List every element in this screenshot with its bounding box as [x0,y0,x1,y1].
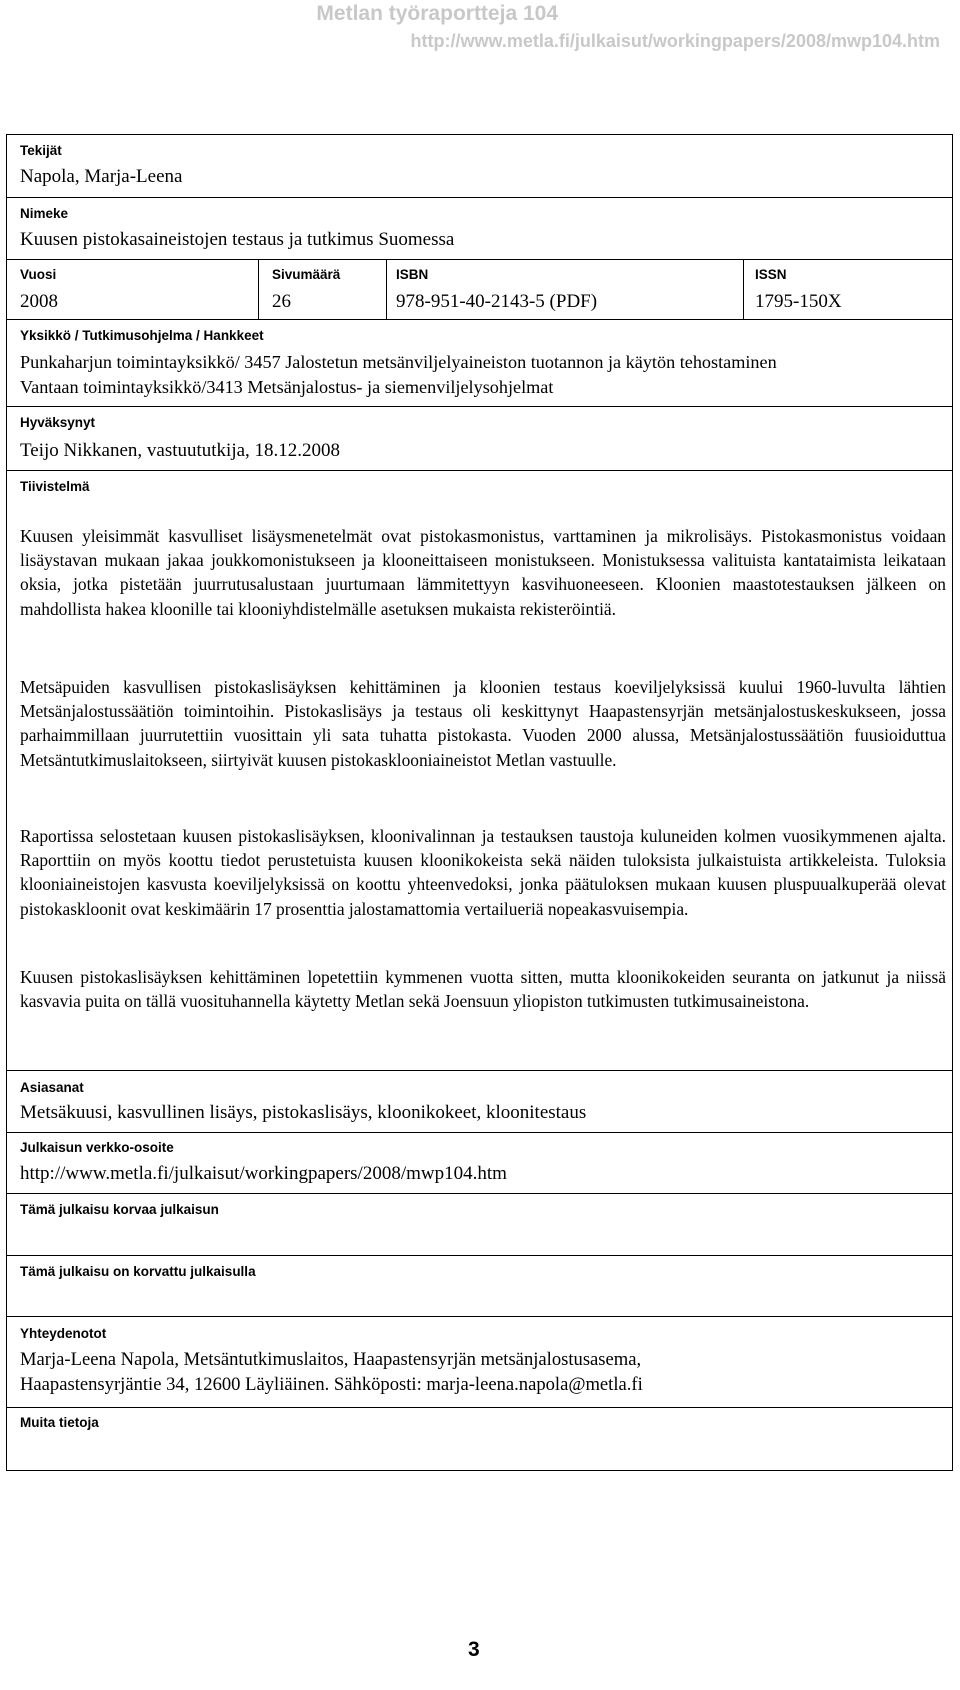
title-value: Kuusen pistokasaineistojen testaus ja tutkimus Suomessa [20,229,455,250]
pages-value: 26 [272,291,291,312]
unit-line-2: Vantaan toimintayksikkö/3413 Metsänjalostus- ja siemenviljelysohjelmat [20,377,554,397]
issn-value: 1795-150X [755,291,842,312]
unit-line-1: Punkaharjun toimintayksikkö/ 3457 Jalostetun metsänviljelyaineiston tuotannon ja käytön tehostaminen [20,352,777,372]
contact-label: Yhteydenotot [20,1326,107,1341]
unit-label: Yksikkö / Tutkimusohjelma / Hankkeet [20,328,264,343]
replaces-label: Tämä julkaisu korvaa julkaisun [20,1202,219,1217]
authors-label: Tekijät [20,143,62,158]
abstract-paragraph-2: Metsäpuiden kasvullisen pistokaslisäyksen kehittäminen ja kloonien testaus koeviljelyksissä kuului 1960-luvulta lähtien Metsänjalostussäätiön toimintoihin. Pistokaslisäys ja testaus oli keskittynyt Haapastensyrjän metsänjalostuskeskukseen, jossa parhaimmillaan juurrutettiin vuosittain yli sata tuhatta pistokasta. Vuoden 2000 alussa, Metsänjalostussäätiön fuusioiduttua Metsäntutkimuslaitokseen, siirtyivät kuusen pistokasklooniaineistot Metlan vastuulle. [20,677,946,770]
replaced-by-label: Tämä julkaisu on korvattu julkaisulla [20,1264,256,1279]
year-value: 2008 [20,291,58,312]
other-info-label: Muita tietoja [20,1415,99,1430]
abstract-paragraph-3: Raportissa selostetaan kuusen pistokaslisäyksen, kloonivalinnan ja testauksen taustoja kuluneiden kolmen vuosikymmenen ajalta. Raporttiin on myös koottu tiedot perustetuista kuusen kloonikokeista sekä näiden tuloksista julkaistuista artikkeleista. Tuloksia klooniaineistojen kasvusta koeviljelyksissä on koottu yhteenvedoksi, jonka päätuloksen mukaan kuusen pluspuualkuperää olevat pistokaskloonit ovat keskimäärin 17 prosenttia jalostamattomia vertailueriä nopeakasvuisempia. [20,826,946,919]
page-number: 3 [468,1638,480,1661]
approved-label: Hyväksynyt [20,415,96,430]
contact-line-1: Marja-Leena Napola, Metsäntutkimuslaitos, Haapastensyrjän metsänjalostusasema, [20,1349,642,1370]
pages-label: Sivumäärä [272,267,341,282]
keywords-value: Metsäkuusi, kasvullinen lisäys, pistokaslisäys, kloonikokeet, kloonitestaus [20,1102,587,1123]
web-address-label: Julkaisun verkko-osoite [20,1140,174,1155]
authors-value: Napola, Marja-Leena [20,166,183,187]
year-label: Vuosi [20,267,57,282]
keywords-label: Asiasanat [20,1080,84,1095]
contact-line-2: Haapastensyrjäntie 34, 12600 Läyliäinen. Sähköposti: marja-leena.napola@metla.fi [20,1374,643,1395]
abstract-paragraph-4: Kuusen pistokaslisäyksen kehittäminen lopetettiin kymmenen vuotta sitten, mutta kloonikokeiden seuranta on jatkunut ja niissä kasvavia puita on tällä vuosituhannella käytetty Metlan sekä Joensuun yliopiston tutkimusten tutkimusaineistona. [20,967,946,1012]
isbn-value: 978-951-40-2143-5 (PDF) [396,291,598,312]
header-url: http://www.metla.fi/julkaisut/workingpapers/2008/mwp104.htm [410,31,940,51]
abstract-label: Tiivistelmä [20,479,90,494]
isbn-label: ISBN [396,267,429,282]
series-title: Metlan työraportteja 104 [316,2,558,25]
abstract-paragraph-1: Kuusen yleisimmät kasvulliset lisäysmenetelmät ovat pistokasmonistus, varttaminen ja mikrolisäys. Pistokasmonistus voidaan lisäystavan mukaan jakaa joukkomonistukseen ja klooneittaiseen monistukseen. Monistuksessa valituista kantataimista leikataan oksia, jotka pistetään juurrutusalustaan juurtumaan lämmitettyyn kasvihuoneeseen. Kloonien maastotestauksen jälkeen on mahdollista hakea kloonille tai klooniyhdistelmälle asetuksen mukaista rekisteröintiä. [20,526,946,619]
approved-value: Teijo Nikkanen, vastuututkija, 18.12.2008 [20,440,341,461]
issn-label: ISSN [755,267,787,282]
title-label: Nimeke [20,206,69,221]
web-address-value[interactable]: http://www.metla.fi/julkaisut/workingpapers/2008/mwp104.htm [20,1163,507,1184]
